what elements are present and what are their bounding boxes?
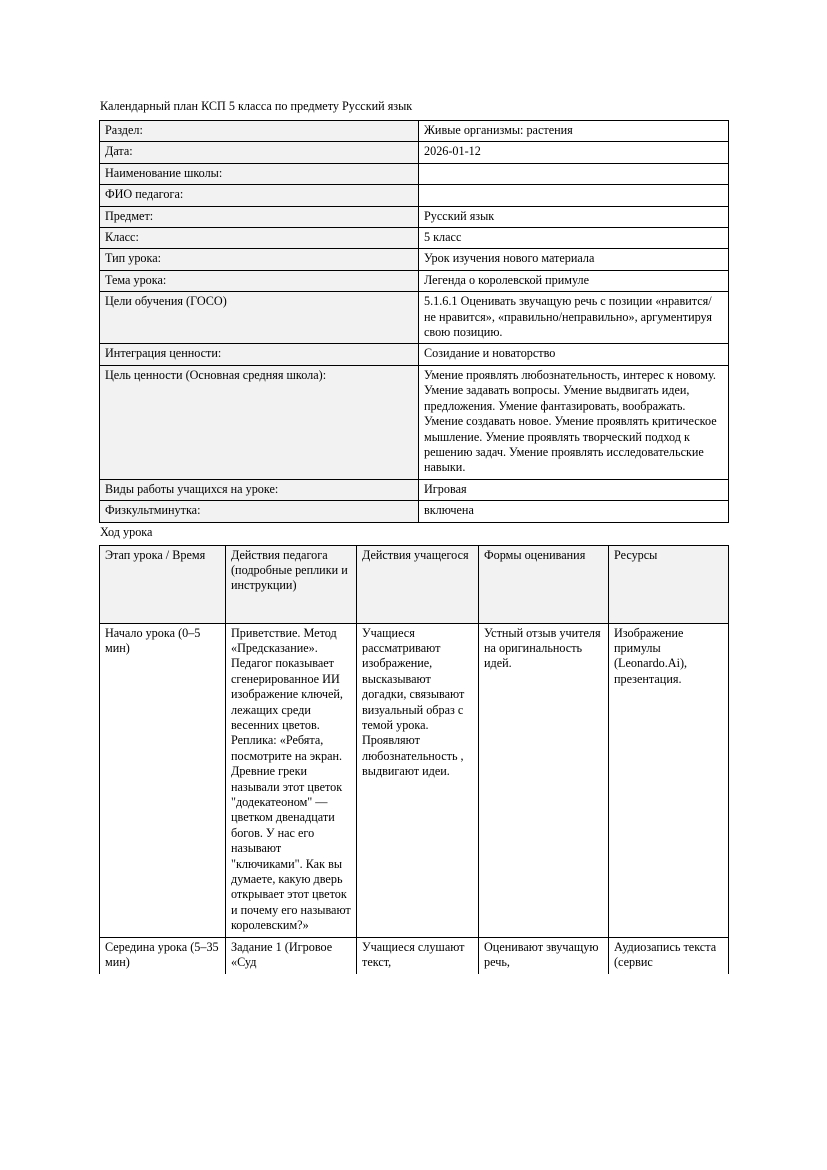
info-value-teacher-name <box>419 185 729 206</box>
column-header-resources: Ресурсы <box>609 545 729 623</box>
info-label-value-integration: Интеграция ценности: <box>100 344 419 365</box>
table-row <box>100 142 729 163</box>
cell-stage <box>100 937 226 974</box>
cell-stage: Начало урока (0–5 мин) <box>100 623 226 937</box>
table-header-row <box>100 545 729 623</box>
info-label-physical-break: Физкультминутка: <box>100 501 419 522</box>
info-label-subject: Предмет: <box>100 206 419 227</box>
lesson-info-table <box>99 120 729 523</box>
cell-resources: Изображение примулы (Leonardo.Ai), презентация. <box>609 623 729 937</box>
info-value-date: 2026-01-12 <box>419 142 729 163</box>
cell-teacher-actions-text: Задание 1 (Игровое «Суд <box>231 939 333 970</box>
page-title: Календарный план КСП 5 класса по предмету Русский язык <box>100 99 413 113</box>
table-row <box>100 344 729 365</box>
lesson-info-body <box>100 121 729 523</box>
info-value-learning-objectives: 5.1.6.1 Оценивать звучащую речь с позиции «нравится/не нравится», «правильно/неправильно», аргументируя свою позицию. <box>419 292 729 344</box>
info-label-learning-objectives: Цели обучения (ГОСО) <box>100 292 419 344</box>
info-value-section: Живые организмы: растения <box>419 121 729 142</box>
info-label-value-goal: Цель ценности (Основная средняя школа): <box>100 365 419 479</box>
lesson-flow-table <box>99 545 729 974</box>
info-label-teacher-name: ФИО педагога: <box>100 185 419 206</box>
table-row <box>100 501 729 522</box>
cell-assessment-forms-text: Оценивают звучащую речь, <box>484 939 599 970</box>
column-header-assessment-forms: Формы оценивания <box>479 545 609 623</box>
lesson-flow-body <box>100 623 729 974</box>
info-value-lesson-topic: Легенда о королевской примуле <box>419 270 729 291</box>
info-label-grade: Класс: <box>100 228 419 249</box>
table-row <box>100 249 729 270</box>
cell-student-actions <box>357 937 479 974</box>
info-label-work-types: Виды работы учащихся на уроке: <box>100 479 419 500</box>
info-value-value-integration: Созидание и новаторство <box>419 344 729 365</box>
table-row <box>100 937 729 974</box>
cell-student-actions: Учащиеся рассматривают изображение, высказывают догадки, связывают визуальный образ с темой урока. Проявляют любознательность , выдвигают идеи. <box>357 623 479 937</box>
cell-assessment-forms: Устный отзыв учителя на оригинальность идей. <box>479 623 609 937</box>
column-header-teacher-actions: Действия педагога (подробные реплики и инструкции) <box>226 545 357 623</box>
cell-resources <box>609 937 729 974</box>
table-row <box>100 623 729 937</box>
info-value-work-types: Игровая <box>419 479 729 500</box>
info-value-subject: Русский язык <box>419 206 729 227</box>
info-value-grade: 5 класс <box>419 228 729 249</box>
table-row <box>100 479 729 500</box>
info-label-lesson-topic: Тема урока: <box>100 270 419 291</box>
table-row <box>100 206 729 227</box>
info-value-value-goal: Умение проявлять любознательность, интерес к новому. Умение задавать вопросы. Умение выдвигать идеи, предложения. Умение фантазировать, воображать. Умение создавать новое. Умение проявлять критическое мышление. Умение проявлять творческий подход к решению задач. Умение проявлять исследовательские навыки. <box>419 365 729 479</box>
table-row <box>100 228 729 249</box>
table-row <box>100 163 729 184</box>
info-label-date: Дата: <box>100 142 419 163</box>
lesson-flow-header <box>100 545 729 623</box>
table-row <box>100 292 729 344</box>
table-row <box>100 121 729 142</box>
info-label-lesson-type: Тип урока: <box>100 249 419 270</box>
lesson-flow-caption: Ход урока <box>100 524 153 539</box>
info-label-school: Наименование школы: <box>100 163 419 184</box>
cell-teacher-actions <box>226 937 357 974</box>
cell-resources-text: Аудиозапись текста (сервис <box>614 939 717 970</box>
column-header-student-actions: Действия учащегося <box>357 545 479 623</box>
info-value-school <box>419 163 729 184</box>
info-value-physical-break: включена <box>419 501 729 522</box>
table-row <box>100 365 729 479</box>
cell-student-actions-text: Учащиеся слушают текст, <box>362 939 465 970</box>
column-header-stage: Этап урока / Время <box>100 545 226 623</box>
info-label-section: Раздел: <box>100 121 419 142</box>
cell-stage-text: Середина урока (5–35 мин) <box>105 939 219 970</box>
cell-teacher-actions: Приветствие. Метод «Предсказание». Педагог показывает сгенерированное ИИ изображение ключей, лежащих среди весенних цветов. Реплика: «Ребята, посмотрите на экран. Древние греки называли этот цветок "додекатеоном" — цветком двенадцати богов. У нас его называют "ключиками". Как вы думаете, какую дверь открывает этот цветок и почему его называют королевским?» <box>226 623 357 937</box>
cell-assessment-forms <box>479 937 609 974</box>
table-row <box>100 185 729 206</box>
info-value-lesson-type: Урок изучения нового материала <box>419 249 729 270</box>
table-row <box>100 270 729 291</box>
